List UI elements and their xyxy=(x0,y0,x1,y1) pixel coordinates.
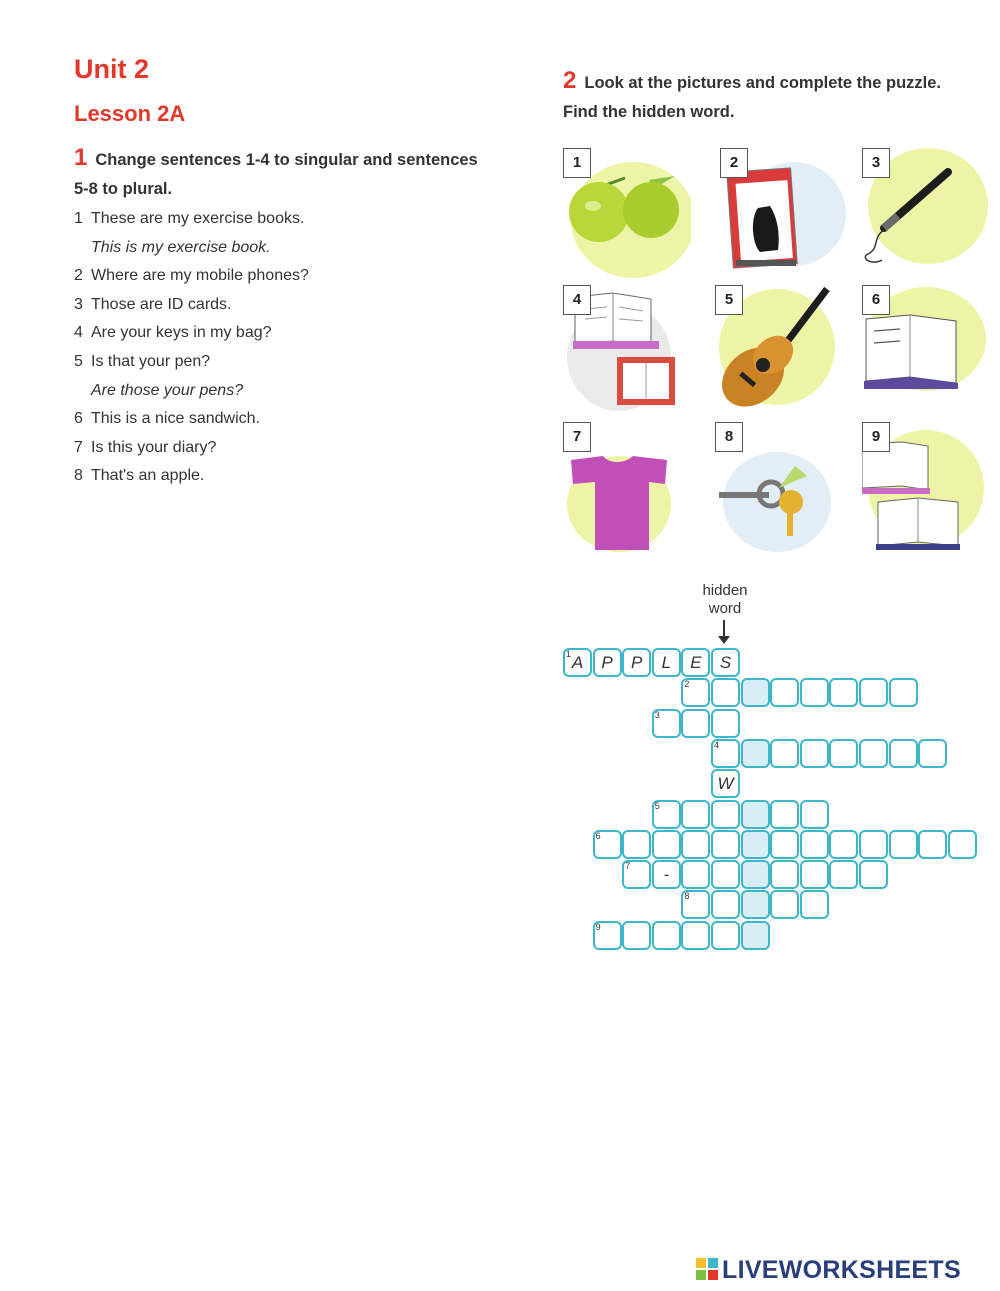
crossword-cell[interactable] xyxy=(918,739,947,768)
picture-number: 6 xyxy=(862,285,890,315)
crossword-cell[interactable] xyxy=(741,830,770,859)
sentence-text: This is a nice sandwich. xyxy=(91,410,260,428)
crossword-cell[interactable] xyxy=(800,800,829,829)
sentence-text: Are your keys in my bag? xyxy=(91,324,272,342)
magazine-cover-title: Weekly xyxy=(737,181,784,202)
crossword-clue-number: 5 xyxy=(654,800,660,811)
crossword-cell[interactable] xyxy=(859,830,888,859)
crossword-cell[interactable] xyxy=(711,921,740,950)
crossword-cell[interactable] xyxy=(800,890,829,919)
picture-2 xyxy=(720,148,848,280)
crossword-cell[interactable]: A xyxy=(563,648,592,677)
unit-title: Unit 2 xyxy=(74,54,150,84)
hidden-word-label: hidden word xyxy=(702,582,748,617)
example-answer: Are those your pens? xyxy=(91,381,244,399)
crossword-cell[interactable] xyxy=(741,739,770,768)
sentence-item xyxy=(74,291,309,320)
crossword-cell[interactable]: P xyxy=(593,648,622,677)
crossword-cell[interactable] xyxy=(948,830,977,859)
crossword-cell[interactable] xyxy=(681,709,710,738)
crossword-cell[interactable] xyxy=(889,830,918,859)
exercise-1-number: 1 xyxy=(74,144,88,171)
crossword-cell[interactable] xyxy=(652,921,681,950)
crossword-cell[interactable] xyxy=(681,860,710,889)
crossword-cell[interactable] xyxy=(711,890,740,919)
brand-name: LIVEWORKSHEETS xyxy=(722,1256,961,1284)
crossword-cell[interactable] xyxy=(770,800,799,829)
crossword-cell[interactable] xyxy=(681,800,710,829)
crossword-cell[interactable] xyxy=(711,678,740,707)
crossword-cell[interactable] xyxy=(859,678,888,707)
crossword-cell[interactable] xyxy=(711,800,740,829)
exercise-2-instruction xyxy=(563,66,963,127)
lesson-title: Lesson 2A xyxy=(74,101,186,126)
crossword-clue-number: 6 xyxy=(595,830,601,841)
crossword-cell[interactable] xyxy=(859,860,888,889)
sentence-item xyxy=(74,434,309,463)
exercise-2-number: 2 xyxy=(563,67,577,94)
sentence-text: Those are ID cards. xyxy=(91,295,232,313)
crossword-cell[interactable] xyxy=(889,678,918,707)
crossword-clue-number: 1 xyxy=(566,649,572,659)
crossword-cell[interactable] xyxy=(918,830,947,859)
crossword-cell[interactable]: L xyxy=(652,648,681,677)
picture-3 xyxy=(862,148,990,280)
crossword-cell[interactable] xyxy=(829,739,858,768)
crossword-cell[interactable] xyxy=(770,678,799,707)
sentence-number: 2 xyxy=(74,267,83,285)
crossword-cell[interactable] xyxy=(829,830,858,859)
crossword-cell[interactable] xyxy=(681,830,710,859)
sentence-number: 1 xyxy=(74,210,83,227)
exercise-1-list xyxy=(74,205,309,491)
example-answer: This is my exercise book. xyxy=(91,238,271,256)
picture-5 xyxy=(715,285,843,417)
sentence-text: Is this your diary? xyxy=(91,438,217,456)
crossword-cell[interactable] xyxy=(770,890,799,919)
crossword-clue-number: 8 xyxy=(684,891,690,902)
crossword-cell[interactable] xyxy=(711,860,740,889)
picture-7 xyxy=(563,422,691,554)
exercise-1-instruction-text: Change sentences 1-4 to singular and sentences 5-8 to plural. xyxy=(74,151,478,198)
crossword-cell[interactable] xyxy=(859,739,888,768)
sentence-item xyxy=(74,262,309,291)
footer-brand xyxy=(696,1256,961,1285)
picture-8 xyxy=(715,422,843,554)
sentence-text: Is that your pen? xyxy=(91,352,211,370)
sentence-text: Where are my mobile phones? xyxy=(91,267,309,285)
crossword-cell[interactable] xyxy=(800,739,829,768)
exercise-1-instruction xyxy=(74,143,494,204)
crossword-cell[interactable] xyxy=(770,830,799,859)
crossword-cell[interactable] xyxy=(741,678,770,707)
sentence-number: 3 xyxy=(74,295,83,313)
crossword-cell[interactable] xyxy=(770,860,799,889)
crossword-cell[interactable] xyxy=(800,678,829,707)
sentence-number: 7 xyxy=(74,438,83,456)
crossword-cell[interactable] xyxy=(829,678,858,707)
exercise-2-instruction-text: Look at the pictures and complete the puzzle. Find the hidden word. xyxy=(563,74,941,121)
sentence-item xyxy=(74,462,309,491)
crossword-cell[interactable] xyxy=(652,830,681,859)
sentence-item xyxy=(74,205,309,234)
crossword-cell[interactable] xyxy=(800,830,829,859)
crossword-cell[interactable]: P xyxy=(622,648,651,677)
sentence-text: That's an apple. xyxy=(91,467,205,485)
sentence-item xyxy=(74,348,309,377)
crossword-clue-number: 4 xyxy=(714,739,720,750)
picture-number: 4 xyxy=(563,285,591,315)
crossword-cell[interactable] xyxy=(741,890,770,919)
picture-number: 3 xyxy=(862,148,890,178)
crossword-cell[interactable]: - xyxy=(652,860,681,889)
crossword-cell[interactable]: E xyxy=(681,648,710,677)
crossword-cell[interactable] xyxy=(622,921,651,950)
picture-number: 9 xyxy=(862,422,890,452)
picture-number: 7 xyxy=(563,422,591,452)
crossword-cell[interactable] xyxy=(829,860,858,889)
sentence-number: 5 xyxy=(74,352,83,370)
crossword-cell[interactable] xyxy=(741,860,770,889)
sentence-number: 6 xyxy=(74,410,83,428)
picture-number: 1 xyxy=(563,148,591,178)
sentence-number: 4 xyxy=(74,324,83,342)
crossword-clue-number: 2 xyxy=(684,679,690,690)
picture-9 xyxy=(862,422,990,554)
crossword-cell[interactable]: W xyxy=(711,769,740,798)
picture-number: 2 xyxy=(720,148,748,178)
crossword-cell[interactable] xyxy=(741,800,770,829)
arrow-down-icon xyxy=(718,636,730,644)
sentence-number: 8 xyxy=(74,467,83,485)
picture-6 xyxy=(862,285,990,417)
crossword-clue-number: 9 xyxy=(595,921,601,932)
picture-number: 8 xyxy=(715,422,743,452)
picture-1 xyxy=(563,148,691,280)
crossword-cell[interactable]: S xyxy=(711,648,740,677)
liveworksheets-logo-icon xyxy=(696,1258,718,1280)
picture-4 xyxy=(563,285,691,417)
crossword-cell[interactable] xyxy=(741,921,770,950)
sentence-item xyxy=(74,319,309,348)
crossword-cell[interactable] xyxy=(800,860,829,889)
picture-number: 5 xyxy=(715,285,743,315)
crossword-cell[interactable] xyxy=(711,830,740,859)
crossword-cell[interactable] xyxy=(622,830,651,859)
crossword-clue-number: 3 xyxy=(654,709,660,720)
crossword-cell[interactable] xyxy=(889,739,918,768)
crossword-cell[interactable] xyxy=(770,739,799,768)
crossword-clue-number: 7 xyxy=(625,861,631,872)
crossword-cell[interactable] xyxy=(681,921,710,950)
sentence-item xyxy=(74,405,309,434)
crossword-cell[interactable] xyxy=(711,709,740,738)
sentence-text: These are my exercise books. xyxy=(91,210,305,227)
